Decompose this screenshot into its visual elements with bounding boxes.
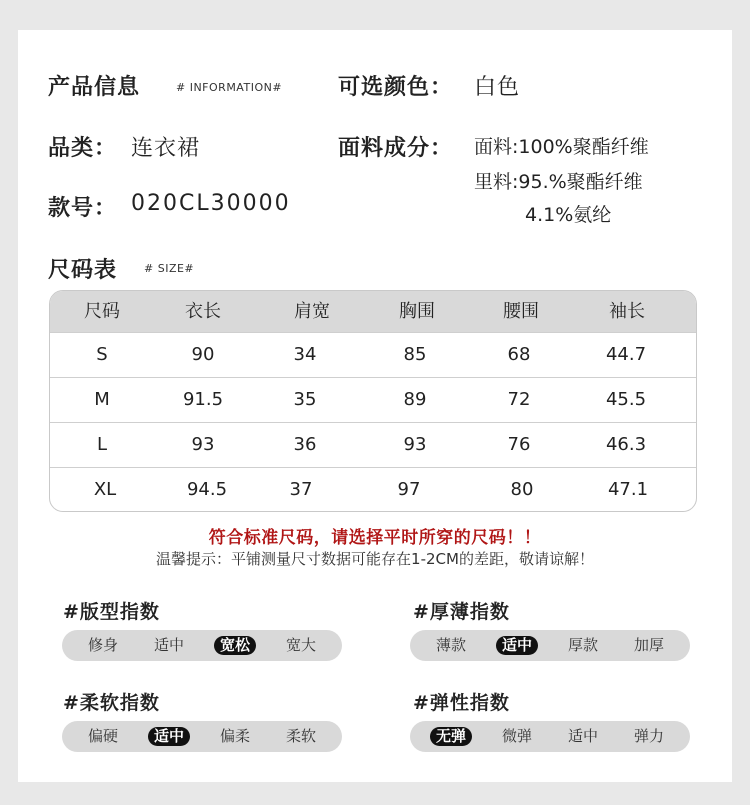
cell-shoulder: 37: [289, 479, 313, 500]
softness-option-selected: 适中: [148, 727, 190, 746]
size-chart-tag: # SIZE#: [144, 262, 195, 275]
cell-length: 90: [191, 344, 215, 365]
category-label: 品类：: [48, 136, 118, 161]
size-table: [49, 290, 697, 512]
softness-index-scale: [62, 721, 342, 752]
style-number-value: 020CL30000: [131, 191, 291, 216]
softness-option: 偏柔: [219, 727, 251, 745]
cell-shoulder: 34: [293, 344, 317, 365]
thickness-index-scale: [410, 630, 690, 661]
cell-size: M: [94, 389, 110, 410]
elasticity-option: 适中: [567, 727, 599, 745]
cell-length: 94.5: [186, 479, 228, 500]
cell-waist: 72: [507, 389, 531, 410]
cell-bust: 89: [403, 389, 427, 410]
table-row: [50, 467, 696, 512]
header-shoulder: 肩宽: [294, 301, 330, 322]
category-value: 连衣裙: [131, 136, 201, 161]
cell-size: S: [96, 344, 108, 365]
cell-length: 91.5: [182, 389, 224, 410]
elasticity-option: 弹力: [633, 727, 665, 745]
fabric-label: 面料成分：: [338, 136, 454, 161]
table-row: [50, 332, 696, 377]
info-title: 产品信息: [48, 75, 141, 100]
elasticity-index-title: #弹性指数: [413, 692, 510, 714]
cell-sleeve: 45.5: [605, 389, 647, 410]
color-value: 白色: [474, 75, 521, 100]
cell-size: XL: [93, 479, 117, 500]
thickness-option-selected: 适中: [496, 636, 538, 655]
table-row: [50, 422, 696, 467]
fit-index-scale: [62, 630, 342, 661]
softness-option: 偏硬: [87, 727, 119, 745]
elasticity-index-scale: [410, 721, 690, 752]
cell-waist: 68: [507, 344, 531, 365]
thickness-index-title: #厚薄指数: [413, 601, 510, 623]
softness-index-title: #柔软指数: [63, 692, 160, 714]
header-size: 尺码: [84, 301, 120, 322]
fabric-line-3: 4.1%氨纶: [525, 204, 612, 226]
fit-option-selected: 宽松: [214, 636, 256, 655]
cell-shoulder: 36: [293, 434, 317, 455]
cell-sleeve: 47.1: [607, 479, 649, 500]
size-table-header: [50, 291, 696, 332]
size-chart-title: 尺码表: [48, 258, 118, 283]
size-advice-notice: 符合标准尺码，请选择平时所穿的尺码！！: [208, 528, 542, 548]
fabric-line-2: 里料:95.%聚酯纤维: [474, 171, 643, 193]
cell-sleeve: 44.7: [605, 344, 647, 365]
fit-option: 适中: [153, 636, 185, 654]
thickness-option: 薄款: [435, 636, 467, 654]
thickness-option: 厚款: [567, 636, 599, 654]
cell-bust: 85: [403, 344, 427, 365]
measurement-tip: 温馨提示：平铺测量尺寸数据可能存在1-2CM的差距，敬请谅解！: [156, 550, 594, 568]
cell-length: 93: [191, 434, 215, 455]
elasticity-option: 微弹: [501, 727, 533, 745]
color-label: 可选颜色：: [338, 75, 454, 100]
cell-size: L: [96, 434, 108, 455]
fabric-line-1: 面料:100%聚酯纤维: [474, 136, 649, 158]
fit-index-title: #版型指数: [63, 601, 160, 623]
cell-bust: 97: [397, 479, 421, 500]
info-tag: # INFORMATION#: [176, 81, 283, 94]
cell-waist: 80: [510, 479, 534, 500]
style-number-label: 款号：: [48, 196, 118, 221]
table-row: [50, 377, 696, 422]
cell-shoulder: 35: [293, 389, 317, 410]
elasticity-option-selected: 无弹: [430, 727, 472, 746]
cell-sleeve: 46.3: [605, 434, 647, 455]
fit-option: 宽大: [285, 636, 317, 654]
header-waist: 腰围: [503, 301, 539, 322]
cell-waist: 76: [507, 434, 531, 455]
header-length: 衣长: [185, 301, 221, 322]
cell-bust: 93: [403, 434, 427, 455]
header-sleeve: 袖长: [609, 301, 645, 322]
header-bust: 胸围: [399, 301, 435, 322]
softness-option: 柔软: [285, 727, 317, 745]
thickness-option: 加厚: [633, 636, 665, 654]
fit-option: 修身: [87, 636, 119, 654]
